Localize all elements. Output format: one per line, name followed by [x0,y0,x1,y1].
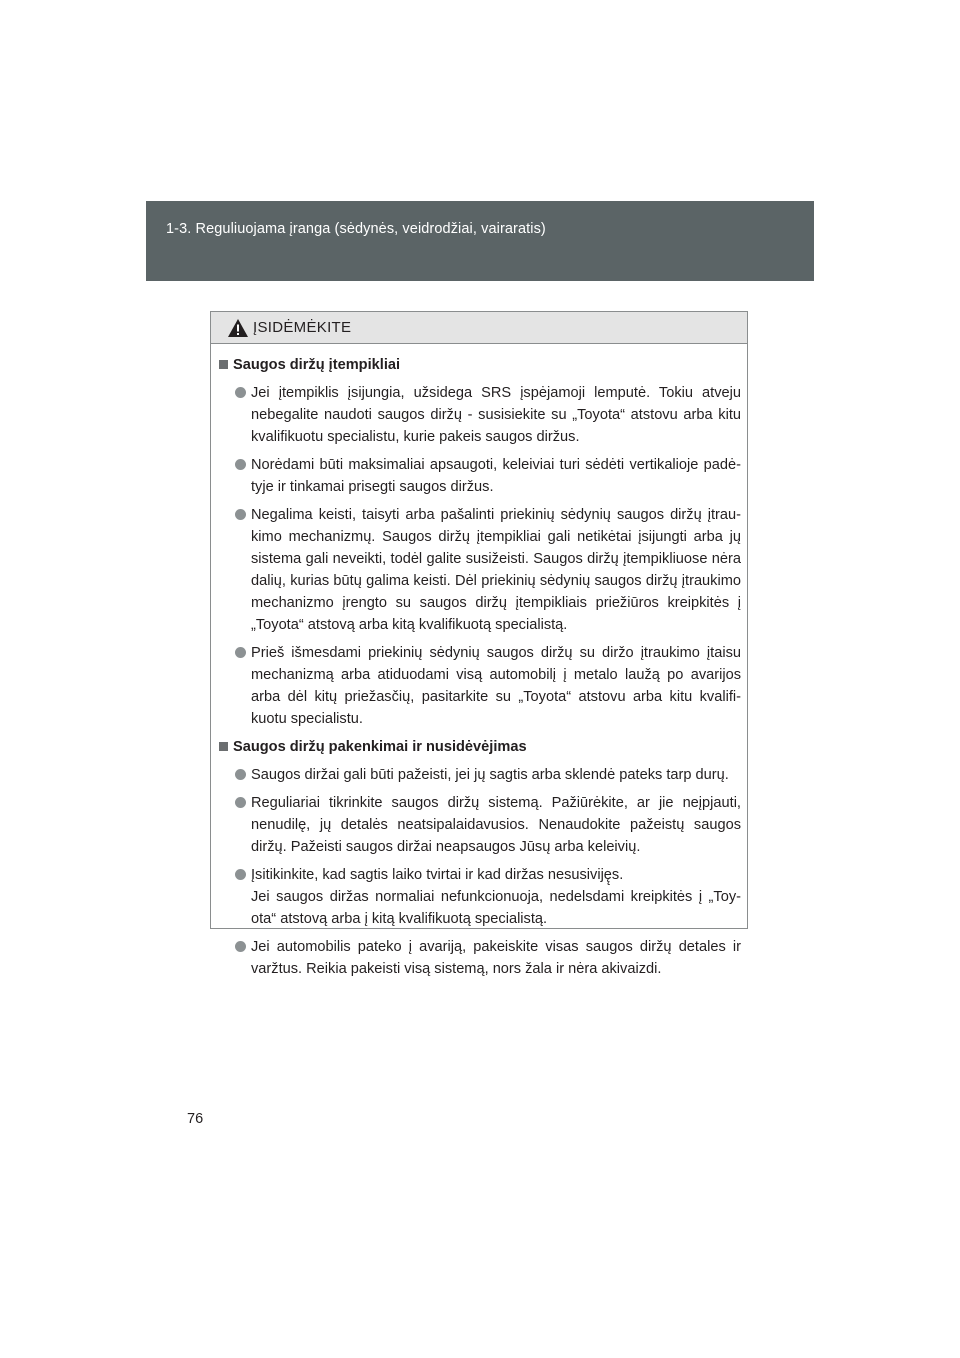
list-item-text: Įsitikinkite, kad sagtis laiko tvirtai ir kad diržas nesusiviję̨s. [251,867,624,883]
list-item-text: Jei automobilis pateko į avariją, pakeiskite visas saugos diržų detales ir varžtus. Reikia pakeisti visą sistemą, nors žala ir nėra akivaizdi. [251,939,741,977]
list-item [219,864,741,930]
round-bullet-icon [235,941,246,952]
topic-title: Saugos diržų pakenkimai ir nusidėvėjimas [233,739,527,755]
round-bullet-icon [235,459,246,470]
page-number: 76 [187,1111,204,1127]
caution-body [211,344,747,980]
round-bullet-icon [235,869,246,880]
list-item-text: Negalima keisti, taisyti arba pašalinti priekinių sėdynių saugos diržų įtrau-kimo mechanizmų. Saugos diržų įtempikliai gali netikėtai įsijungti arba jų sistema gali neveikti, todėl galite susižeisti. Saugos diržų įtempikliuose nėra dalių, kurias būtų galima keisti. Dėl priekinių sėdynių saugos diržų įtraukimo mechanizmo įrengto su saugos diržų įtempikliais priežiūros kreipkitės į „Toyota“ atstovą arba kitą kvalifikuotą specialistą. [251,507,741,633]
list-item-text: Saugos diržai gali būti pažeisti, jei jų sagtis arba sklendė pateks tarp durų. [251,767,729,783]
round-bullet-icon [235,769,246,780]
round-bullet-icon [235,647,246,658]
round-bullet-icon [235,387,246,398]
list-item [219,382,741,448]
caution-header [211,312,747,344]
list-item [219,792,741,858]
caution-label: ĮSIDĖMĖKITE [253,319,352,336]
list-item-text: Jei saugos diržas normaliai nefunkcionuoja, nedelsdami kreipkitės į „Toy-ota“ atstovą arba į kitą kvalifikuotą specialistą. [251,889,741,927]
square-bullet-icon [219,360,228,369]
caution-box [210,311,748,977]
round-bullet-icon [235,797,246,808]
section-title: 1-3. Reguliuojama įranga (sėdynės, veidrodžiai, vairaratis) [166,221,546,237]
section-header-band [146,201,814,281]
topic-title: Saugos diržų įtempikliai [233,357,401,373]
list-item [219,936,741,980]
square-bullet-icon [219,742,228,751]
list-item-text: Prieš išmesdami priekinių sėdynių saugos diržų su diržo įtraukimo įtaisu mechanizmą arba atiduodami visą automobilį į metalo laužą po avarijos arba dėl kitų priežasčių, pasitarkite su „Toyota“ atstovu arba kitu kvalifi-kuotu specialistu. [251,645,741,727]
topic-heading [219,736,741,758]
list-item-text: Norėdami būti maksimaliai apsaugoti, keleiviai turi sėdėti vertikalioje padė-tyje ir tinkamai prisegti saugos diržus. [251,457,741,495]
list-item [219,504,741,636]
topic-heading [219,354,741,376]
list-item-text: Jei įtempiklis įsijungia, užsidega SRS įspėjamoji lemputė. Tokiu atveju nebegalite naudoti saugos diržų - susisiekite su „Toyota“ atstovu arba kitu kvalifikuotu specialistu, kurie pakeis saugos diržus. [251,385,741,445]
list-item-text: Reguliariai tikrinkite saugos diržų sistemą. Pažiūrėkite, ar jie neįpjauti, nenudilę, jų detalės neatsipalaidavusios. Nenaudokite pažeistų saugos diržų. Pažeisti saugos diržai neapsaugos Jūsų arba keleivių. [251,795,741,855]
round-bullet-icon [235,509,246,520]
warning-triangle-icon [227,318,249,338]
list-item [219,642,741,730]
list-item [219,764,741,786]
list-item [219,454,741,498]
